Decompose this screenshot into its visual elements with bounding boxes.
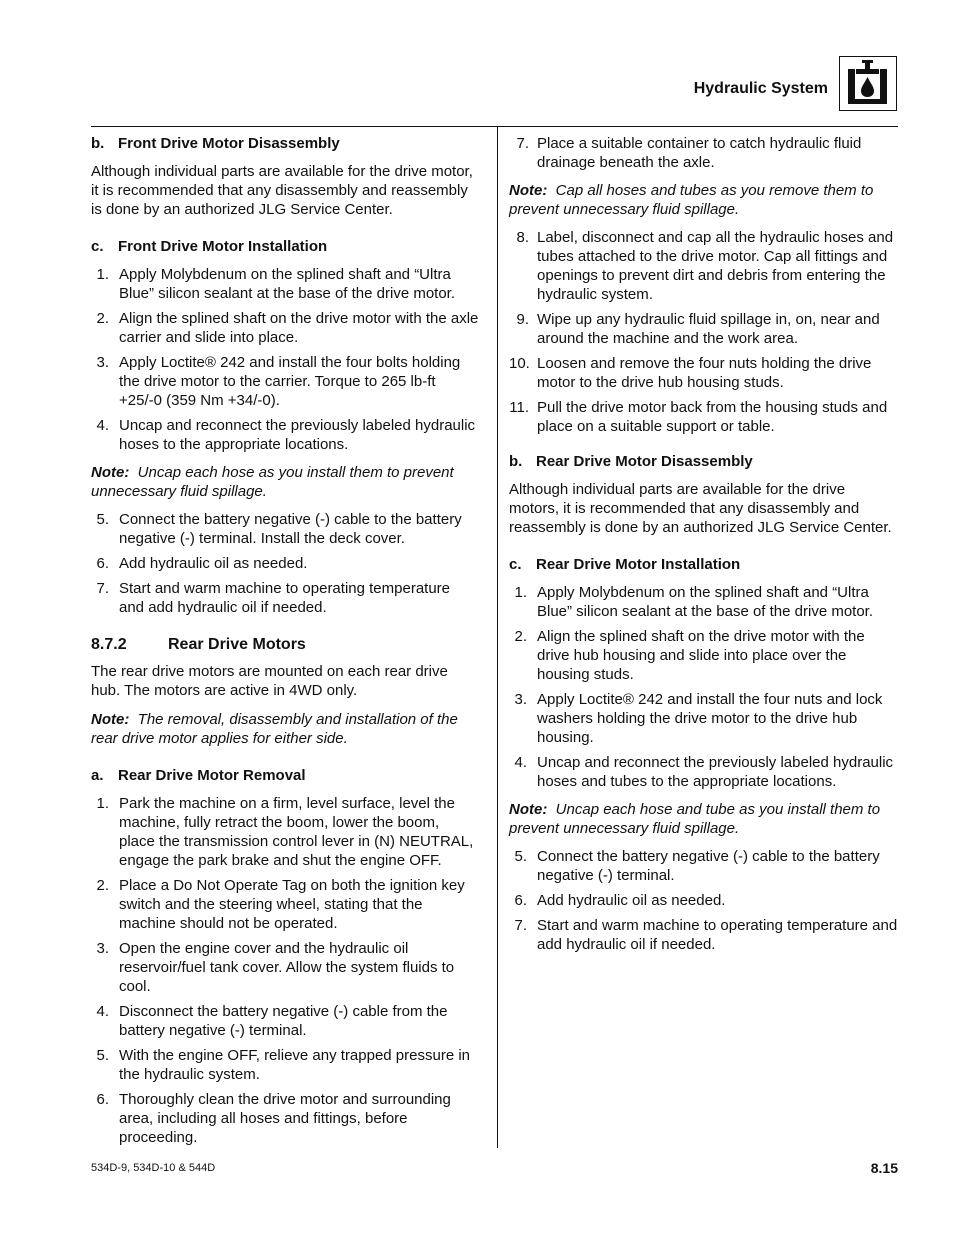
step-text: Pull the drive motor back from the housing studs and place on a suitable support or table. [537, 399, 888, 435]
rear-disassembly-body: Although individual parts are available for the drive motors, it is recommended that any disassembly and reassembly is done by an authorized JLG Service Center. [509, 481, 892, 536]
heading-text: Rear Drive Motor Installation [536, 556, 741, 573]
list-item [91, 579, 479, 617]
step-number: 4. [96, 1003, 109, 1020]
step-text: Add hydraulic oil as needed. [537, 892, 726, 909]
footer-model-numbers: 534D-9, 534D-10 & 544D [91, 1162, 216, 1174]
list-item [91, 1046, 479, 1084]
list-item [509, 398, 898, 436]
step-text: Open the engine cover and the hydraulic oil reservoir/fuel tank cover. Allow the system fluids to cool. [119, 940, 455, 995]
step-text: Disconnect the battery negative (-) cable from the battery negative (-) terminal. [119, 1003, 448, 1039]
rear-removal-heading [91, 766, 479, 785]
list-item [509, 134, 898, 172]
list-item [509, 627, 898, 684]
heading-text: Front Drive Motor Installation [118, 238, 328, 255]
rear-section-note [91, 710, 479, 748]
list-item [509, 916, 898, 954]
step-number: 2. [514, 628, 527, 645]
step-text: Thoroughly clean the drive motor and surrounding area, including all hoses and fittings, before proceeding. [119, 1091, 451, 1146]
right-column [509, 134, 898, 963]
step-text: With the engine OFF, relieve any trapped pressure in the hydraulic system. [119, 1047, 471, 1083]
step-text: Apply Molybdenum on the splined shaft and “Ultra Blue” silicon sealant at the base of the drive motor. [119, 266, 456, 302]
note-text: The removal, disassembly and installation of the rear drive motor applies for either side. [91, 711, 458, 747]
rear-disassembly-heading [509, 452, 898, 471]
step-number: 5. [96, 1047, 109, 1064]
step-text: Apply Molybdenum on the splined shaft and “Ultra Blue” silicon sealant at the base of the drive motor. [537, 584, 874, 620]
note-text: Uncap each hose as you install them to prevent unnecessary fluid spillage. [91, 464, 454, 500]
step-text: Connect the battery negative (-) cable to the battery negative (-) terminal. [537, 848, 880, 884]
list-item [91, 510, 479, 548]
step-number: 8. [516, 229, 529, 246]
front-installation-heading [91, 237, 479, 256]
rear-installation-heading [509, 555, 898, 574]
rear-drive-motors-heading [91, 635, 479, 654]
rear-removal-steps [91, 794, 479, 1147]
step-number: 2. [96, 310, 109, 327]
note-text: Uncap each hose and tube as you install them to prevent unnecessary fluid spillage. [509, 801, 881, 837]
step-text: Apply Loctite® 242 and install the four nuts and lock washers holding the drive motor to the drive hub housing. [537, 691, 883, 746]
step-number: 5. [96, 511, 109, 528]
step-number: 4. [96, 417, 109, 434]
step-number: 3. [514, 691, 527, 708]
heading-text: Front Drive Motor Disassembly [118, 135, 340, 152]
front-disassembly-body: Although individual parts are available for the drive motor, it is recommended that any disassembly and reassembly is done by an authorized JLG Service Center. [91, 163, 473, 218]
list-item [509, 583, 898, 621]
list-item [509, 690, 898, 747]
list-item [509, 228, 898, 304]
rear-installation-steps-b [509, 847, 898, 954]
note-label: Note: [91, 711, 130, 728]
header-rule [91, 126, 898, 127]
step-text: Uncap and reconnect the previously labeled hydraulic hoses to the appropriate locations. [119, 417, 476, 453]
list-item [509, 354, 898, 392]
step-text: Park the machine on a firm, level surface, level the machine, fully retract the boom, lower the boom, place the transmission control lever in (N) NEUTRAL, engage the park brake and shut the engine OFF. [119, 795, 474, 869]
step-number: 4. [514, 754, 527, 771]
step-number: 2. [96, 877, 109, 894]
front-disassembly-heading [91, 134, 479, 153]
list-item [509, 753, 898, 791]
list-item [91, 265, 479, 303]
list-item [91, 416, 479, 454]
page-header-title: Hydraulic System [693, 80, 828, 97]
step-number: 3. [96, 354, 109, 371]
step-number: 7. [514, 917, 527, 934]
step-number: 5. [514, 848, 527, 865]
heading-text: Rear Drive Motor Removal [118, 767, 306, 784]
front-installation-steps-b [91, 510, 479, 617]
page-number: 8.15 [870, 1160, 898, 1176]
rear-removal-steps-cont-a [509, 134, 898, 172]
heading-letter: c. [509, 556, 522, 573]
left-column [91, 134, 479, 1156]
front-installation-steps-a [91, 265, 479, 454]
hydraulic-oil-can-icon [839, 56, 897, 111]
list-item [91, 353, 479, 410]
step-number: 1. [514, 584, 527, 601]
step-text: Add hydraulic oil as needed. [119, 555, 308, 572]
list-item [509, 891, 898, 910]
rear-removal-note [509, 181, 898, 219]
step-text: Align the splined shaft on the drive motor with the drive hub housing and slide into place over the housing studs. [537, 628, 865, 683]
step-text: Apply Loctite® 242 and install the four bolts holding the drive motor to the carrier. Torque to 265 lb-ft +25/-0 (359 Nm +34/-0). [119, 354, 461, 409]
step-number: 1. [96, 266, 109, 283]
step-text: Place a suitable container to catch hydraulic fluid drainage beneath the axle. [537, 135, 862, 171]
rear-installation-note [509, 800, 898, 838]
list-item [91, 876, 479, 933]
section-title: Rear Drive Motors [168, 636, 306, 653]
list-item [91, 309, 479, 347]
note-label: Note: [509, 182, 548, 199]
note-label: Note: [91, 464, 130, 481]
step-number: 3. [96, 940, 109, 957]
column-divider [497, 126, 498, 1148]
step-number: 11. [509, 399, 529, 416]
note-text: Cap all hoses and tubes as you remove them to prevent unnecessary fluid spillage. [509, 182, 874, 218]
step-number: 9. [516, 311, 529, 328]
step-text: Wipe up any hydraulic fluid spillage in, on, near and around the machine and the work area. [537, 311, 880, 347]
heading-letter: c. [91, 238, 104, 255]
front-installation-note [91, 463, 479, 501]
step-number: 6. [96, 555, 109, 572]
note-label: Note: [509, 801, 548, 818]
step-text: Uncap and reconnect the previously labeled hydraulic hoses and tubes to the appropriate locations. [537, 754, 894, 790]
step-number: 7. [516, 135, 529, 152]
step-text: Start and warm machine to operating temperature and add hydraulic oil if needed. [537, 917, 898, 953]
step-number: 7. [96, 580, 109, 597]
rear-removal-steps-cont-b [509, 228, 898, 436]
list-item [91, 939, 479, 996]
list-item [509, 847, 898, 885]
step-text: Place a Do Not Operate Tag on both the ignition key switch and the steering wheel, stating that the machine should not be operated. [119, 877, 465, 932]
step-text: Label, disconnect and cap all the hydraulic hoses and tubes attached to the drive motor. Cap all fittings and openings to prevent dirt and debris from entering the hydraulic system. [537, 229, 894, 303]
list-item [91, 794, 479, 870]
step-text: Align the splined shaft on the drive motor with the axle carrier and slide into place. [119, 310, 479, 346]
heading-letter: b. [91, 135, 105, 152]
heading-letter: a. [91, 767, 104, 784]
step-text: Start and warm machine to operating temperature and add hydraulic oil if needed. [119, 580, 451, 616]
heading-text: Rear Drive Motor Disassembly [536, 453, 753, 470]
step-number: 10. [509, 355, 530, 372]
list-item [91, 1090, 479, 1147]
rear-section-body: The rear drive motors are mounted on each rear drive hub. The motors are active in 4WD only. [91, 663, 448, 699]
list-item [91, 554, 479, 573]
heading-letter: b. [509, 453, 523, 470]
list-item [91, 1002, 479, 1040]
list-item [509, 310, 898, 348]
step-number: 1. [96, 795, 109, 812]
step-text: Connect the battery negative (-) cable to the battery negative (-) terminal. Install the deck cover. [119, 511, 462, 547]
section-number: 8.7.2 [91, 636, 127, 653]
step-number: 6. [96, 1091, 109, 1108]
step-number: 6. [514, 892, 527, 909]
rear-installation-steps-a [509, 583, 898, 791]
step-text: Loosen and remove the four nuts holding the drive motor to the drive hub housing studs. [537, 355, 872, 391]
